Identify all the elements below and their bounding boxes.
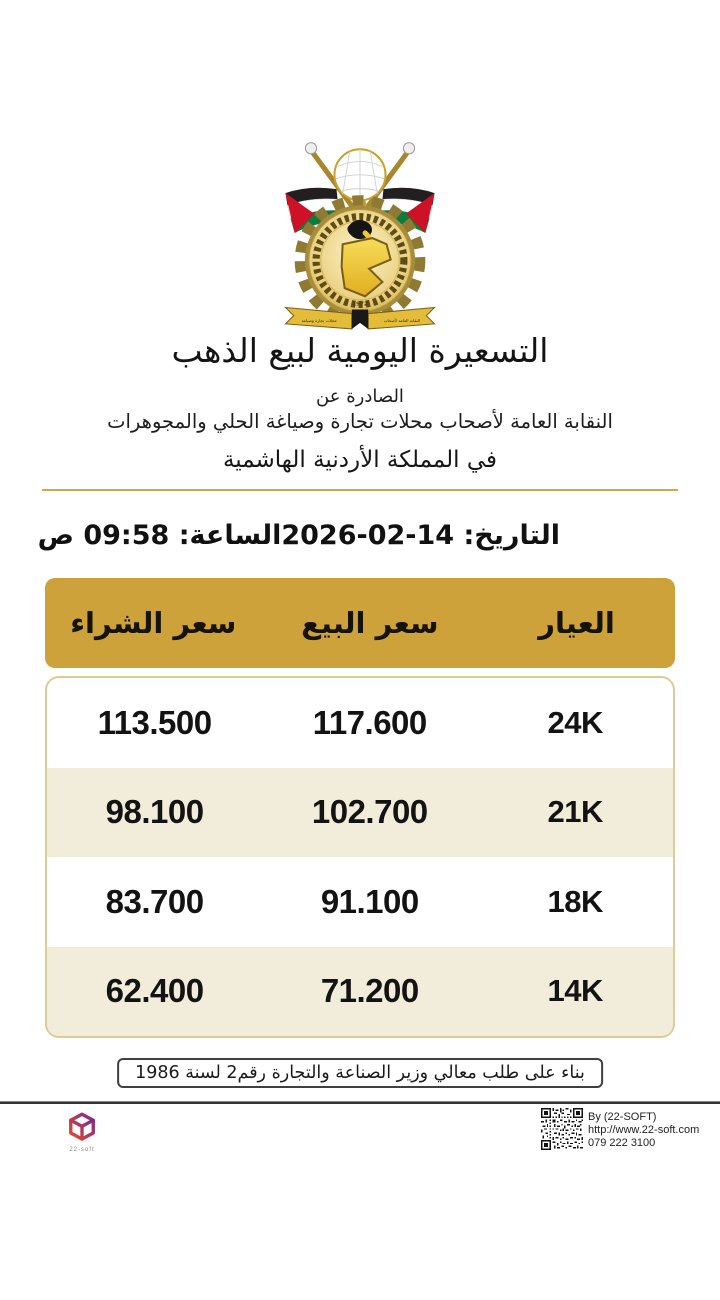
date-value: 14-02-2026	[281, 519, 455, 551]
ribbon-banner	[285, 308, 434, 329]
ribbon-text-right: النقابة العامة لأصحاب	[383, 317, 421, 323]
date-label: التاريخ:	[463, 519, 560, 551]
cube-logo-icon	[67, 1112, 97, 1142]
credit-phone: 079 222 3100	[588, 1137, 656, 1149]
developer-name: 22-soft	[69, 1147, 95, 1153]
price-table-body	[45, 676, 675, 1038]
time-field	[38, 520, 282, 551]
sell-price: 117.600	[312, 703, 427, 741]
column-karat: العيار	[538, 606, 615, 640]
karat-value: 24K	[547, 704, 603, 740]
time-value: 09:58 ص	[37, 519, 170, 551]
credit-by: By (22-SOFT)	[588, 1111, 657, 1123]
page-title: التسعيرة اليومية لبيع الذهب	[171, 331, 549, 370]
karat-value: 18K	[547, 883, 603, 919]
karat-value: 14K	[547, 973, 603, 1009]
date-field	[281, 520, 560, 551]
price-table-header	[45, 578, 675, 668]
developer-logo	[60, 1112, 104, 1153]
table-row	[47, 947, 673, 1037]
sell-price: 102.700	[311, 793, 428, 831]
ribbon-text-left: محلات تجارة وصياغة	[301, 317, 337, 323]
table-row	[47, 678, 673, 768]
footer-separator	[0, 1101, 720, 1104]
table-row	[47, 768, 673, 858]
kingdom-line: في المملكة الأردنية الهاشمية	[222, 447, 498, 473]
column-sell-price: سعر البيع	[301, 606, 439, 640]
credit-url: http://www.22-soft.com	[588, 1124, 700, 1136]
karat-value: 21K	[547, 794, 603, 830]
qr-code-icon	[541, 1108, 583, 1150]
ministerial-note: بناء على طلب معالي وزير الصناعة والتجارة رقم2 لسنة 1986	[117, 1058, 603, 1088]
issued-by-label: الصادرة عن	[316, 386, 404, 407]
emblem-est-year: 1972	[352, 301, 368, 308]
datetime-row	[37, 506, 678, 564]
sell-price: 91.100	[320, 882, 419, 920]
buy-price: 113.500	[97, 703, 212, 741]
time-label: الساعة:	[178, 519, 282, 551]
buy-price: 62.400	[105, 972, 204, 1010]
buy-price: 98.100	[105, 793, 204, 831]
table-row	[47, 857, 673, 947]
syndicate-name: النقابة العامة لأصحاب محلات تجارة وصياغة الحلي والمجوهرات	[107, 410, 613, 433]
syndicate-emblem	[273, 136, 447, 332]
column-buy-price: سعر الشراء	[70, 606, 237, 640]
footer-credits	[541, 1108, 699, 1150]
sell-price: 71.200	[320, 972, 419, 1010]
gold-divider	[42, 489, 678, 491]
buy-price: 83.700	[105, 882, 204, 920]
